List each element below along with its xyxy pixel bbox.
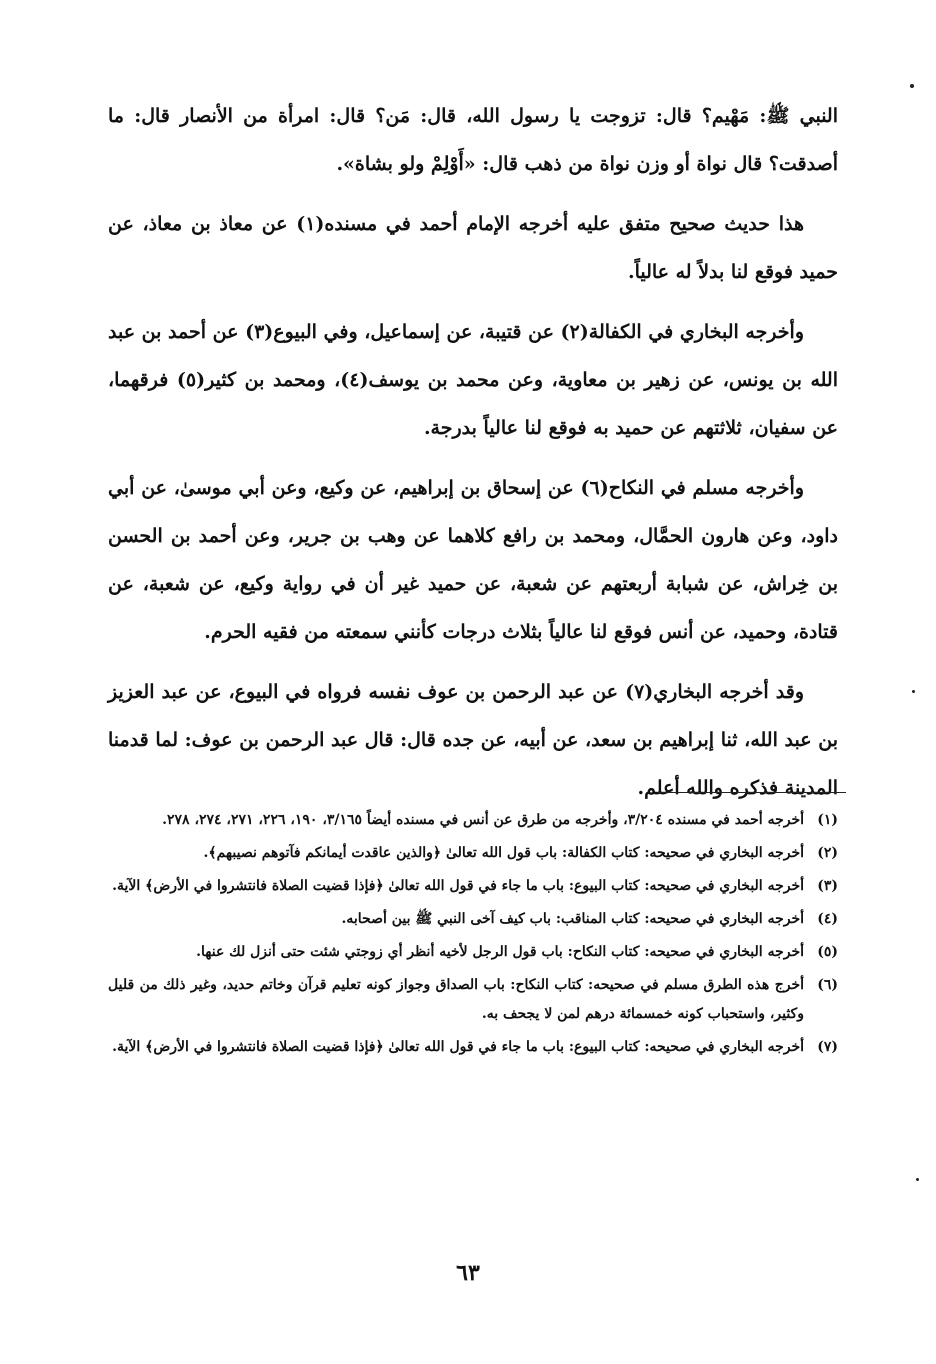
footnote	[108, 872, 838, 901]
scan-speck	[916, 1178, 919, 1181]
scan-speck	[912, 690, 915, 693]
footnote	[108, 806, 838, 835]
footnotes	[108, 806, 838, 1066]
footnote-text: أخرجه البخاري في صحيحه: كتاب النكاح: باب قول الرجل لأخيه أنظر أي زوجتي شئت حتى أنزل لك عنها.	[196, 944, 804, 960]
paragraph: النبي ﷺ: مَهْيم؟ قال: تزوجت يا رسول الله، قال: مَن؟ قال: امرأة من الأنصار قال: ما أصدقت؟ قال نواة أو وزن نواة من ذهب قال: «أَوْلِمْ ولو بشاة».	[108, 105, 838, 175]
footnote-number: (٥)	[817, 944, 838, 960]
footnote-text: أخرجه البخاري في صحيحه: كتاب البيوع: باب ما جاء في قول الله تعالىٰ ﴿فإذا قضيت الصلاة فانتشروا في الأرض﴾ الآية.	[112, 1039, 804, 1055]
paragraph: وأخرجه البخاري في الكفالة(٢) عن قتيبة، عن إسماعيل، وفي البيوع(٣) عن أحمد بن عبد الله بن يونس، عن زهير بن معاوية، وعن محمد بن يوسف(٤)، ومحمد بن كثير(٥) فرقهما، عن سفيان، ثلاثتهم عن حميد به فوقع لنا عالياً بدرجة.	[108, 321, 838, 439]
paragraph: وأخرجه مسلم في النكاح(٦) عن إسحاق بن إبراهيم، عن وكيع، وعن أبي موسىٰ، عن أبي داود، وعن هارون الحمَّال، ومحمد بن رافع كلاهما عن وهب بن جرير، وعن أحمد بن الحسن بن خِراش، عن شبابة أربعتهم عن شعبة، عن حميد غير أن في رواية وكيع، عن شعبة، عن قتادة، وحميد، عن أنس فوقع لنا عالياً بثلاث درجات كأنني سمعته من فقيه الحرم.	[108, 477, 838, 643]
footnote-text: أخرجه أحمد في مسنده ٣/٢٠٤، وأخرجه من طرق عن أنس في مسنده أيضاً ٣/١٦٥، ١٩٠، ٢٢٦، ٢٧١، ٢٧٤، ٢٧٨.	[162, 812, 804, 828]
footnote-text: أخرج هذه الطرق مسلم في صحيحه: كتاب النكاح: باب الصداق وجواز كونه تعليم قرآن وخاتم حديد، وغير ذلك من قليل وكثير، واستحباب كونه خمسمائة درهم لمن لا يجحف به.	[108, 977, 804, 1022]
footnote	[108, 839, 838, 868]
footnote-number: (٢)	[817, 845, 838, 861]
footnote-text: أخرجه البخاري في صحيحه: كتاب الكفالة: باب قول الله تعالىٰ ﴿والذين عاقدت أيمانكم فآتوهم نصيبهم﴾.	[203, 845, 804, 861]
footnote-text: أخرجه البخاري في صحيحه: كتاب البيوع: باب ما جاء في قول الله تعالىٰ ﴿فإذا قضيت الصلاة فانتشروا في الأرض﴾ الآية.	[112, 878, 804, 894]
footnote-number: (٧)	[817, 1039, 838, 1055]
main-text	[108, 92, 838, 812]
paragraph: هذا حديث صحيح متفق عليه أخرجه الإمام أحمد في مسنده(١) عن معاذ بن معاذ، عن حميد فوقع لنا بدلاً له عالياً.	[108, 213, 838, 283]
footnote-number: (٣)	[817, 878, 838, 894]
footnote-number: (١)	[817, 812, 838, 828]
footnote-number: (٦)	[817, 977, 838, 993]
footnote	[108, 938, 838, 967]
paragraph: وقد أخرجه البخاري(٧) عن عبد الرحمن بن عوف نفسه فرواه في البيوع، عن عبد العزيز بن عبد الله، ثنا إبراهيم بن سعد، عن أبيه، عن جده قال: قال عبد الرحمن بن عوف: لما قدمنا المدينة فذكره والله أعلم.	[108, 681, 838, 799]
footnote-number: (٤)	[817, 911, 838, 927]
scan-speck	[910, 84, 914, 88]
footnote	[108, 1033, 838, 1062]
footnote-separator	[658, 792, 846, 793]
page-number: ٦٣	[456, 1260, 480, 1286]
footnote	[108, 905, 838, 934]
footnote	[108, 971, 838, 1029]
footnote-text: أخرجه البخاري في صحيحه: كتاب المناقب: باب كيف آخى النبي ﷺ بين أصحابه.	[341, 911, 804, 927]
